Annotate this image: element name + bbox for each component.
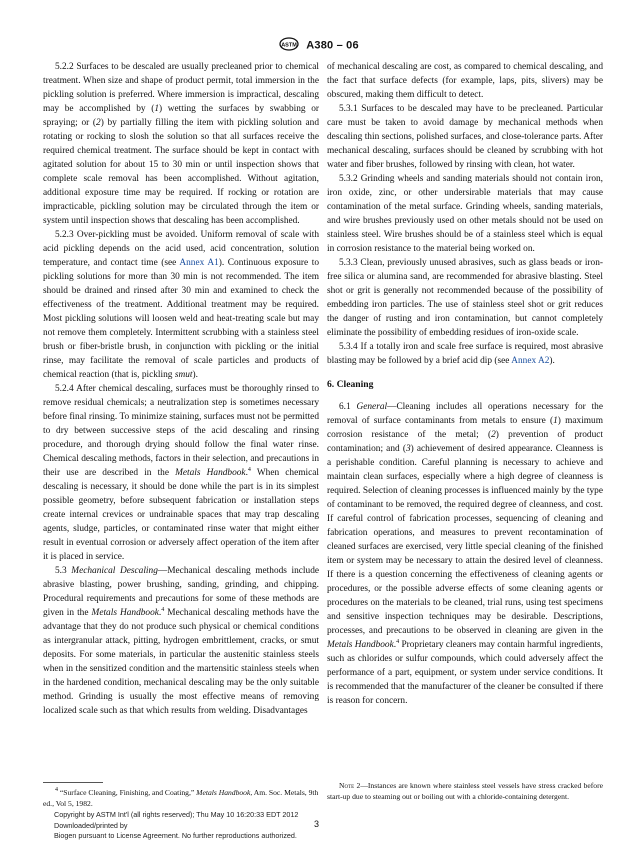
- paragraph-5-3-4: 5.3.4 If a totally iron and scale free surface is required, most abrasive blasting may be followed by a brief acid dip (see Annex A2).: [327, 342, 603, 366]
- copyright-footer: Copyright by ASTM Int'l (all rights reserved); Thu May 10 16:20:33 EDT 2012 Downloaded/printed by Biogen pursuant to License Agreement. No further reproductions authorized.: [54, 810, 299, 840]
- annex-a2-link[interactable]: Annex A2: [511, 356, 550, 366]
- astm-logo-icon: [279, 37, 299, 54]
- note-label: Note: [339, 781, 355, 790]
- footnote-ref: 4: [161, 607, 165, 613]
- footnote-ref: 4: [247, 467, 251, 473]
- right-column: [327, 60, 603, 708]
- paragraph-5-3: 5.3 Mechanical Descaling—Mechanical descaling methods include abrasive blasting, power brushing, sanding, grinding, and chipping. Procedural requirements and precautions for some of these methods are given in the Metals Handbook.$^4$ Mechanical descaling methods have the advantage that they do not produce such physical or chemical conditions as intergranular attack, pitting, hydrogen embrittlement, cracks, or smut deposits. For some materials, in particular the austenitic stainless steels when in the sensitized condition and the martensitic stainless steels when in the hardened condition, mechanical descaling may be the only suitable method. Grinding is usually the most effective means of removing localized scale such as that which results from welding. Disadvantages: [43, 566, 320, 716]
- paragraph-5-3-continued: of mechanical descaling are cost, as compared to chemical descaling, and the fact that surface defects (for example, laps, pits, slivers) may be obscured, making them difficult to detect.: [327, 62, 603, 100]
- footnote-ref: 4: [396, 639, 400, 645]
- paragraph-6-1: 6.1 General—Cleaning includes all operations necessary for the removal of surface contaminants from metals to ensure (1) maximum corrosion resistance of the metal; (2) prevention of product contamination; and (3) achievement of desired appearance. Cleanness is a perishable condition. Careful planning is necessary to achieve and maintain clean surfaces, especially where a high degree of cleanness is required. Selection of cleaning processes is influenced mainly by the type of contaminant to be removed, the required degree of cleanness, and cost. If careful control of fabrication processes, sequencing of cleaning and fabrication operations, and measures to prevent recontamination of cleaned surfaces are exercised, very little special cleaning of the finished item or system may be necessary to attain the desired level of cleanness. If there is a question concerning the effectiveness of cleaning agents or procedures, or the possible adverse effects of some cleaning agents or procedures on the materials to be cleaned, trial runs, using test specimens and sensitive inspection techniques may be desirable. Descriptions, processes, and precautions to be observed in cleaning are given in the Metals Handbook.$^4$ Proprietary cleaners may contain harmful ingredients, such as chlorides or sulfur compounds, which could adversely affect the performance of a part, equipment, or system under service conditions. It is recommended that the manufacturer of the cleaner be consulted if there is reason for concern.: [327, 402, 604, 706]
- section-heading-cleaning: 6. Cleaning: [327, 379, 374, 390]
- paragraph-5-2-4: 5.2.4 After chemical descaling, surfaces must be thoroughly rinsed to remove residual chemicals; a neutralization step is sometimes necessary before final rinsing. To minimize staining, surfaces must not be permitted to dry between successive steps of the acid descaling and rinsing procedure, and thorough drying should follow the final water rinse. Chemical descaling methods, factors in their selection, and precautions in their use are described in the Metals Handbook.$^4$ When chemical descaling is necessary, it should be done while the part is in its simplest possible geometry, before subsequent fabrication or installation steps create internal crevices or undrainable spaces that may trap descaling agents, sludge, particles, or contaminated rinse water that might either result in eventual corrosion or adversely affect operation of the item after it is placed in service.: [43, 384, 319, 562]
- page-header: [0, 37, 638, 54]
- left-column: [43, 60, 319, 718]
- paragraph-5-3-2: 5.3.2 Grinding wheels and sanding materials should not contain iron, iron oxide, zinc, or other undersirable materials that may cause contamination of the metal surface. Grinding wheels, sanding materials, and wire brushes previously used on other metals should not be used on stainless steel. Wire brushes should be of a stainless steel which is equal in corrosion resistance to the material being worked on.: [327, 174, 603, 254]
- footnote-divider: [43, 782, 103, 783]
- svg-text:ASTM: ASTM: [281, 42, 297, 49]
- page-number: 3: [314, 819, 320, 829]
- paragraph-5-2-2: 5.2.2 Surfaces to be descaled are usually precleaned prior to chemical treatment. When size and shape of product permit, total immersion in the pickling solution is preferred. Where immersion is impractical, descaling may be accomplished by (1) wetting the surfaces by swabbing or spraying; or (2) by partially filling the item with pickling solution and rotating or rocking to slosh the solution so that all surfaces receive the required chemical treatment. The surface should be kept in contact with agitated solution for about 15 to 30 min or until inspection shows that complete scale removal has been accomplished. Without agitation, additional exposure time may be required. If rocking or rotation are impracticable, pickling solution may be circulated through the item or system until inspection shows that descaling has been accomplished.: [43, 62, 320, 226]
- document-designation: A380 – 06: [306, 39, 359, 52]
- footnote-4: $^4$ “Surface Cleaning, Finishing, and Coating,” Metals Handbook, Am. Soc. Metals, 9th ed., Vol 5, 1982.: [43, 787, 319, 808]
- annex-a1-link[interactable]: Annex A1: [179, 258, 219, 268]
- paragraph-5-3-1: 5.3.1 Surfaces to be descaled may have to be precleaned. Particular care must be taken to avoid damage by mechanical methods when descaling thin sections, polished surfaces, and close-tolerance parts. After mechanical descaling, surfaces should be cleaned by scrubbing with hot water and fiber brushes, followed by rinsing with clean, hot water.: [327, 104, 603, 170]
- paragraph-5-3-3: 5.3.3 Clean, previously unused abrasives, such as glass beads or iron-free silica or alumina sand, are recommended for abrasive blasting. Steel shot or grit is generally not recommended because of the possibility of embedding iron particles. The use of stainless steel shot or grit reduces the danger of rusting and iron contamination, but cannot completely eliminate the possibility of embedding residues of iron-oxide scale.: [327, 258, 603, 338]
- note-2: Note 2—Instances are known where stainless steel vessels have stress cracked before start-up due to steaming out or boiling out with a chloride-containing detergent.: [327, 781, 603, 801]
- paragraph-5-2-3: 5.2.3 Over-pickling must be avoided. Uniform removal of scale with acid pickling depends on the acid used, acid concentration, solution temperature, and contact time (see Annex A1). Continuous exposure to pickling solutions for more than 30 min is not recommended. The item should be drained and rinsed after 30 min and examined to check the effectiveness of the treatment. Additional treatment may be required. Most pickling solutions will loosen weld and heat-treating scale but may not remove them completely. Intermittent scrubbing with a stainless steel brush or fiber-bristle brush, in conjunction with pickling or the initial rinse, may facilitate the removal of scale particles and products of chemical reaction (that is, pickling smut).: [43, 230, 320, 380]
